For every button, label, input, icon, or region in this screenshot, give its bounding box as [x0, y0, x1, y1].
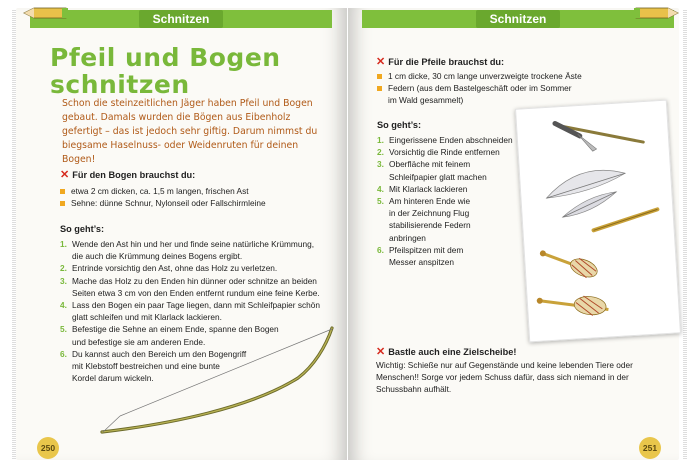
step-line: Eingerissene Enden abschneiden	[389, 135, 513, 145]
step-number: 5.	[60, 324, 67, 335]
target-text-line: Schussbahn aufhält.	[376, 384, 452, 395]
cross-icon: ✕	[376, 346, 386, 358]
step-line: anbringen	[389, 232, 426, 243]
step-number: 5.	[377, 196, 384, 207]
list-line: Federn (aus dem Bastelgeschäft oder im Sommer	[388, 83, 572, 94]
target-text-line: Wichtig: Schieße nur auf Gegenstände und keine lebenden Tiere oder	[376, 360, 633, 370]
step-line: stabilisierende Federn	[389, 220, 471, 231]
step-line: Du kannst auch den Bereich um den Bogengriff	[72, 348, 247, 359]
right-header-title: Schnitzen	[476, 10, 561, 28]
step-line: Messer anspitzen	[389, 257, 455, 268]
step-number: 6.	[377, 244, 384, 255]
arrow-drawings	[516, 101, 680, 342]
step-number: 4.	[377, 183, 384, 194]
arrow-materials-heading	[376, 55, 504, 68]
step-line: Seiten etwa 3 cm von den Enden entfernt rundum eine feine Kerbe.	[72, 287, 320, 298]
list-item	[377, 70, 582, 82]
step-number: 6.	[60, 348, 67, 359]
left-header-bar	[30, 10, 332, 28]
step-line: und befestige sie am anderen Ende.	[72, 336, 206, 347]
step-line: Pfeilspitzen mit dem	[389, 244, 464, 255]
step-number: 4.	[60, 300, 67, 311]
step-item	[60, 262, 320, 274]
step-item	[60, 238, 320, 262]
step-item	[377, 244, 513, 268]
step-line: Entrinde vorsichtig den Ast, ohne das Holz zu verletzen.	[72, 263, 278, 274]
bow-materials-heading-text: Für den Bogen brauchst du:	[72, 170, 196, 180]
pencil-icon	[22, 6, 70, 20]
step-item	[377, 183, 513, 195]
arrow-illustration-photo	[515, 100, 681, 343]
step-line: mit Klebstoff bestreichen und eine bunte	[72, 361, 220, 372]
list-item: etwa 2 cm dicken, ca. 1,5 m langen, frischen Ast	[60, 185, 266, 197]
step-line: Lass den Bogen ein paar Tage liegen, dann mit Schleifpapier schön	[72, 300, 321, 311]
step-item	[377, 158, 513, 182]
step-line: Oberfläche mit feinem	[389, 159, 471, 170]
title-line-1: Pfeil und Bogen	[50, 43, 281, 72]
step-line: in der Zeichnung Flug	[389, 208, 470, 219]
step-number: 1.	[60, 239, 67, 249]
bow-illustration	[100, 320, 340, 440]
step-line: Wende den Ast hin und her und finde seine natürliche Krümmung,	[72, 239, 314, 249]
step-line: Am hinteren Ende wie	[389, 196, 471, 207]
list-item: Sehne: dünne Schnur, Nylonseil oder Fallschirmleine	[60, 197, 266, 209]
bow-materials-list	[60, 185, 266, 209]
title-line-2: schnitzen	[50, 70, 190, 99]
step-item	[377, 195, 513, 244]
step-item	[377, 146, 513, 158]
step-number: 3.	[60, 275, 67, 286]
step-line: Kordel darum wickeln.	[72, 373, 154, 384]
arrow-materials-list	[377, 70, 582, 107]
step-number: 2.	[377, 147, 384, 158]
step-number: 3.	[377, 159, 384, 170]
step-line: Befestige die Sehne an einem Ende, spanne den Bogen	[72, 324, 279, 335]
target-text	[376, 359, 633, 396]
page-number-right: 251	[639, 437, 661, 459]
bow-materials-heading	[60, 168, 195, 181]
right-header-bar	[362, 10, 674, 28]
list-line: im Wald gesammelt)	[388, 95, 464, 106]
step-line: Mache das Holz zu den Enden hin dünner oder schnitze an beiden	[72, 275, 317, 286]
step-line: Schleifpapier glatt machen	[389, 171, 487, 182]
intro-text: Schon die steinzeitlichen Jäger haben Pfeil und Bogen gebaut. Damals wurden die Bögen aus Eibenholz gefertigt – das ist jedoch sehr giftig. Darum nimmst du biegsame Haselnuss- oder Weidenruten für deinen Bogen!	[62, 98, 318, 165]
step-line: glatt schleifen und mit Klarlack lackieren.	[72, 312, 222, 323]
step-number: 2.	[60, 263, 67, 274]
arrow-materials-heading-text: Für die Pfeile brauchst du:	[388, 57, 505, 67]
bow-steps-heading: So geht’s:	[60, 224, 105, 234]
step-number: 1.	[377, 135, 384, 145]
step-item	[60, 275, 320, 299]
list-line: 1 cm dicke, 30 cm lange unverzweigte trockene Äste	[388, 71, 582, 81]
step-line: Mit Klarlack lackieren	[389, 183, 468, 194]
right-page-edge	[683, 10, 687, 460]
arrow-steps-list	[377, 134, 513, 268]
page-number-left: 250	[37, 437, 59, 459]
page-title	[50, 44, 281, 98]
target-heading	[376, 345, 516, 358]
pencil-icon	[632, 6, 680, 20]
step-line: Vorsichtig die Rinde entfernen	[389, 147, 500, 158]
arrow-steps-heading: So geht’s:	[377, 120, 422, 130]
cross-icon: ✕	[376, 56, 386, 68]
step-item	[377, 134, 513, 146]
left-header-title: Schnitzen	[139, 10, 224, 28]
step-line: die auch die Krümmung deines Bogens ergibt.	[72, 251, 243, 262]
list-item	[377, 82, 582, 106]
target-heading-text: Bastle auch eine Zielscheibe!	[388, 347, 517, 357]
target-text-line: Menschen!! Sorge vor jedem Schuss dafür, dass sich niemand in der	[376, 372, 629, 383]
cross-icon: ✕	[60, 169, 70, 181]
